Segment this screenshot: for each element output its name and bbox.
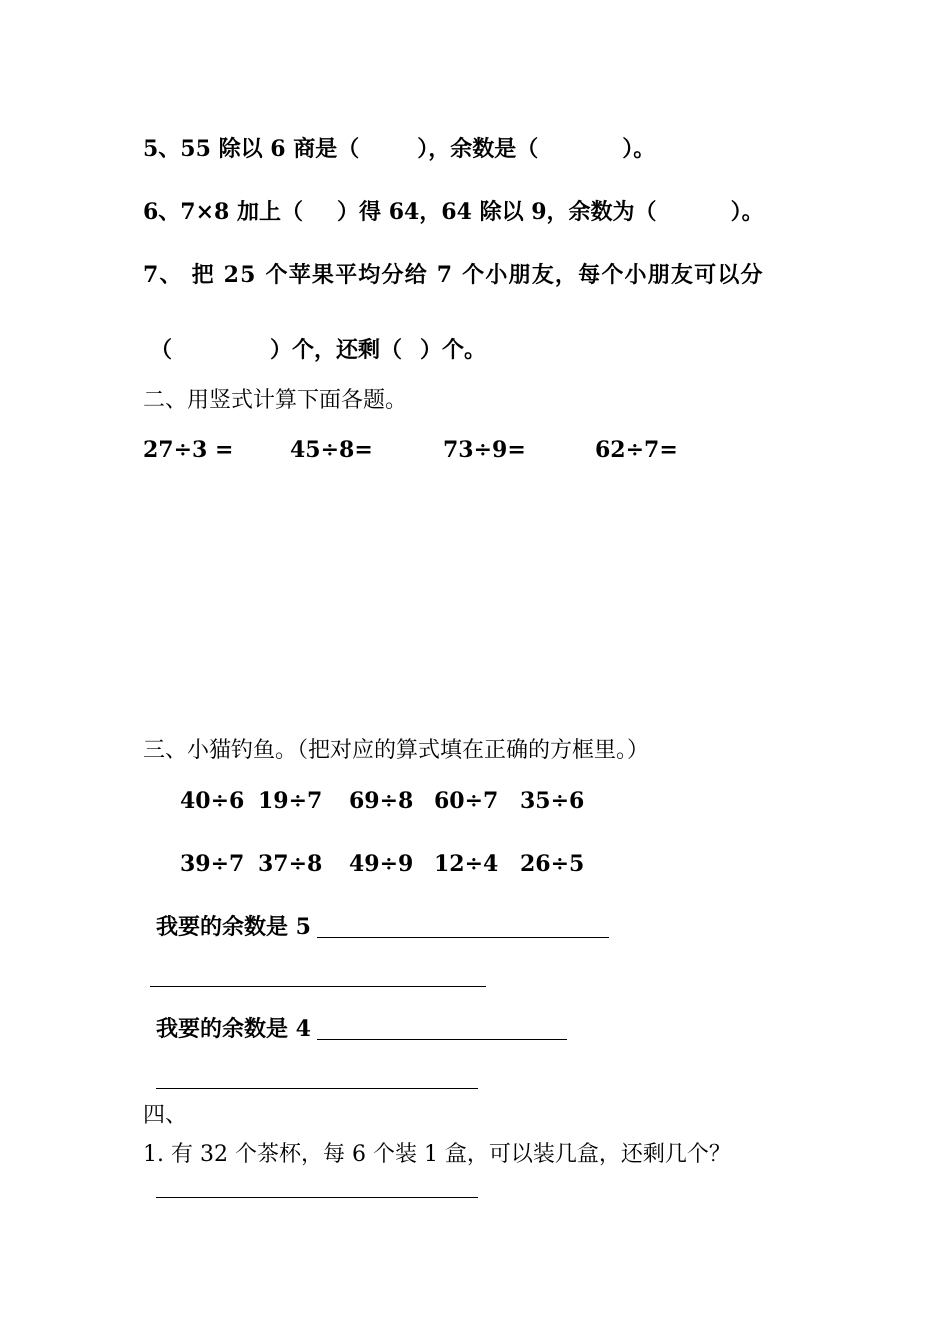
remainder-5-answer-line-1[interactable]: [317, 937, 609, 938]
vertical-calc-1: 27÷3 =: [143, 437, 234, 463]
q7-part-a: （: [150, 337, 173, 363]
section-2-title: 二、用竖式计算下面各题。: [143, 388, 408, 413]
section-4-question-1: 1. 有 32 个茶杯，每 6 个装 1 盒，可以装几盒，还剩几个？: [143, 1142, 731, 1167]
q6-part-b: ）得 64，64 除以 9，余数为（: [337, 199, 657, 225]
q7-part-b: ）个，还剩（: [270, 337, 403, 363]
section-4-answer-line[interactable]: [156, 1197, 478, 1198]
remainder-4-answer-line-1[interactable]: [317, 1039, 567, 1040]
expr-row1-2: 19÷7: [258, 788, 323, 814]
question-7-line-2: [150, 335, 486, 365]
vertical-calc-4: 62÷7=: [595, 437, 678, 463]
remainder-5-answer-line-2[interactable]: [150, 986, 486, 987]
q6-part-a: 6、7×8 加上（: [143, 199, 304, 225]
question-6: [143, 197, 764, 227]
question-7-line-1: 7、 把 25 个苹果平均分给 7 个小朋友，每个小朋友可以分: [143, 262, 764, 288]
expr-row1-3: 69÷8: [349, 788, 414, 814]
expr-row2-1: 39÷7: [180, 851, 245, 877]
remainder-5-label: 我要的余数是 5: [156, 914, 311, 940]
section-4-title: 四、: [143, 1103, 188, 1128]
q5-part-b: ），余数是（: [417, 136, 539, 162]
q6-part-c: ）。: [730, 199, 764, 225]
expr-row2-3: 49÷9: [349, 851, 414, 877]
q7-part-c: ）个。: [420, 337, 487, 363]
vertical-calc-2: 45÷8=: [290, 437, 373, 463]
q5-part-c: ）。: [622, 136, 656, 162]
expr-row1-1: 40÷6: [180, 788, 245, 814]
remainder-4-label: 我要的余数是 4: [156, 1016, 311, 1042]
question-5: [143, 134, 655, 164]
section-3-title: 三、小猫钓鱼。（把对应的算式填在正确的方框里。）: [143, 738, 650, 763]
remainder-4-answer-line-2[interactable]: [156, 1088, 478, 1089]
expr-row2-4: 12÷4: [434, 851, 499, 877]
expr-row2-5: 26÷5: [520, 851, 585, 877]
expr-row1-5: 35÷6: [520, 788, 585, 814]
expr-row2-2: 37÷8: [258, 851, 323, 877]
vertical-calc-3: 73÷9=: [443, 437, 526, 463]
expr-row1-4: 60÷7: [434, 788, 499, 814]
q5-part-a: 5、55 除以 6 商是（: [143, 136, 360, 162]
